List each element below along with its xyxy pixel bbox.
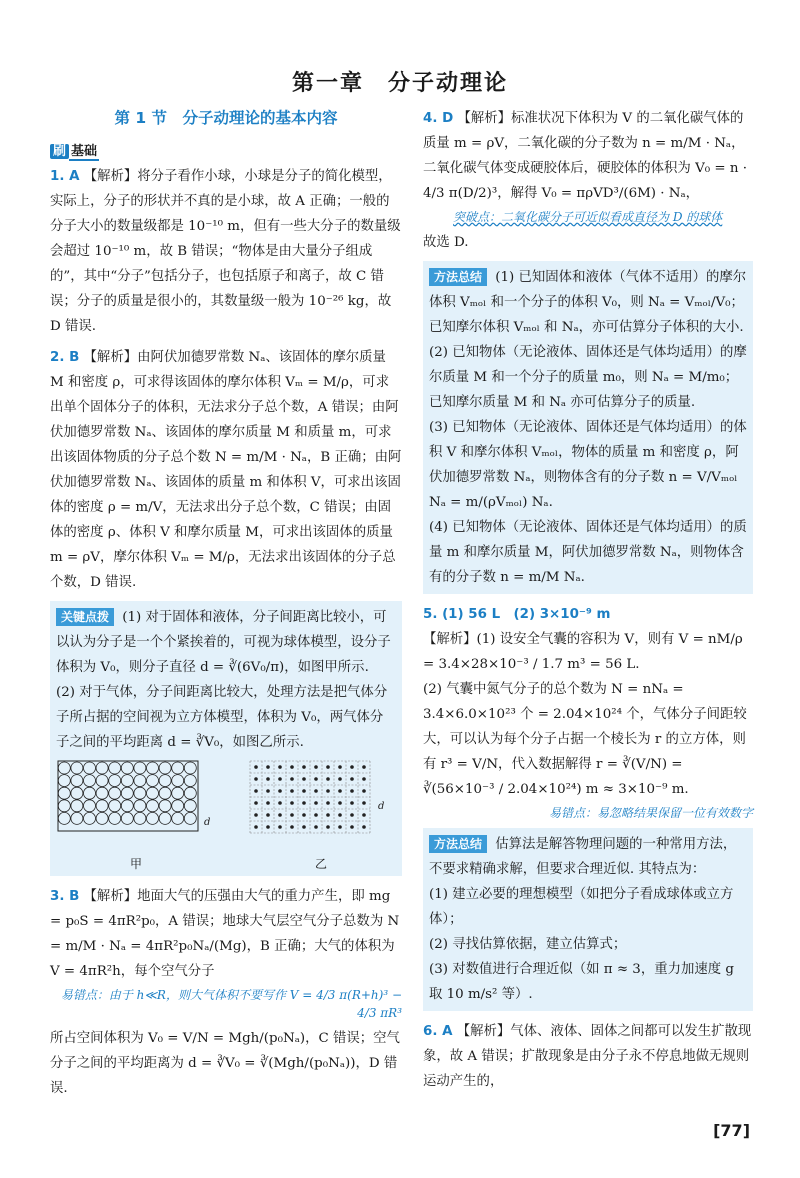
answer-3-number: 3. B — [50, 889, 80, 904]
molecule-sphere — [71, 787, 83, 799]
molecule-sphere — [58, 787, 70, 799]
gas-molecule — [254, 765, 258, 769]
gas-molecule — [254, 789, 258, 793]
gas-molecule — [338, 825, 342, 829]
answer-1-text: 【解析】将分子看作小球，小球是分子的简化模型，实际上，分子的形状并不真的是小球，故 A 正确；一般的分子大小的数量级都是 10⁻¹⁰ m，但有一些大分子的数量级会超过 10⁻¹⁰ m，故 B 错误；“物体是由大量分子组成的”，其中“分子”包括分子，也包括原子和离子，故 C 错误；分子的质量是很小的，其数量级一般为 10⁻²⁶ kg，故 D 错误. — [50, 169, 401, 334]
molecule-sphere — [84, 762, 96, 774]
gas-molecule — [326, 789, 330, 793]
method-summary-2-p3: (3) 对数值进行合理近似（如 π ≈ 3，重力加速度 g 取 10 m/s² 等）. — [429, 962, 735, 1002]
molecule-sphere — [172, 775, 184, 787]
sphere-model-diagram — [56, 759, 216, 847]
gas-molecule — [278, 765, 282, 769]
gas-molecule — [278, 801, 282, 805]
molecule-sphere — [184, 762, 196, 774]
gas-molecule — [338, 813, 342, 817]
molecule-sphere — [96, 800, 108, 812]
cube-model-diagram — [246, 759, 396, 847]
answer-4-text-2: 故选 D. — [423, 235, 469, 250]
method-summary-1-p4: (4) 已知物体（无论液体、固体还是气体均适用）的质量 m 和摩尔质量 M，阿伏加德罗常数 Nₐ，则物体含有的分子数 n = m/M Nₐ. — [429, 520, 747, 585]
gas-molecule — [362, 825, 366, 829]
gas-molecule — [314, 777, 318, 781]
gas-molecule — [290, 777, 294, 781]
molecule-sphere — [134, 787, 146, 799]
molecule-sphere — [134, 762, 146, 774]
molecule-sphere — [134, 775, 146, 787]
molecule-sphere — [172, 787, 184, 799]
gas-molecule — [302, 813, 306, 817]
molecule-sphere — [96, 775, 108, 787]
gas-molecule — [266, 801, 270, 805]
method-summary-1-p1: (1) 已知固体和液体（气体不适用）的摩尔体积 Vₘₒₗ 和一个分子的体积 V₀，则 Nₐ = Vₘₒₗ/V₀；已知摩尔体积 Vₘₒₗ 和 Nₐ，亦可估算分子体积的大小. — [429, 270, 747, 335]
right-column — [423, 106, 753, 1100]
page-number: [77] — [713, 1121, 750, 1140]
gas-molecule — [314, 813, 318, 817]
gas-molecule — [350, 813, 354, 817]
gas-molecule — [314, 789, 318, 793]
gas-molecule — [362, 789, 366, 793]
gas-molecule — [278, 825, 282, 829]
answer-1-number: 1. A — [50, 169, 80, 184]
molecule-sphere — [147, 762, 159, 774]
answer-4-text-1: 【解析】标准状况下体积为 V 的二氧化碳气体的质量 m = ρV，二氧化碳的分子数为 n = m/M · Nₐ，二氧化碳气体变成硬胶体后，硬胶体的体积为 V₀ = n · 4/3 π(D/2)³，解得 V₀ = πρVD³/(6M) · Nₐ， — [423, 111, 747, 201]
molecule-sphere — [109, 812, 121, 824]
molecule-sphere — [159, 800, 171, 812]
gas-molecule — [350, 825, 354, 829]
gas-molecule — [338, 801, 342, 805]
method-summary-1-p3: (3) 已知物体（无论液体、固体还是气体均适用）的体积 V 和摩尔体积 Vₘₒₗ，物体的质量 m 和密度 ρ，阿伏加德罗常数 Nₐ，则物体含有的分子数 n = V/Vₘₒₗ Nₐ = m/(ρVₘₒₗ) Nₐ. — [429, 420, 747, 510]
gas-molecule — [350, 801, 354, 805]
gas-molecule — [290, 813, 294, 817]
gas-molecule — [290, 765, 294, 769]
gas-molecule — [266, 765, 270, 769]
gas-molecule — [266, 813, 270, 817]
gas-molecule — [302, 801, 306, 805]
gas-molecule — [338, 789, 342, 793]
method-summary-box-1 — [423, 261, 753, 594]
molecule-sphere — [184, 775, 196, 787]
molecule-sphere — [58, 775, 70, 787]
gas-molecule — [338, 765, 342, 769]
answer-6-text: 【解析】气体、液体、固体之间都可以发生扩散现象，故 A 错误；扩散现象是由分子永不停息地做无规则运动产生的， — [423, 1024, 752, 1089]
answer-3 — [50, 884, 402, 1101]
tag-jichu: 基础 — [71, 144, 98, 159]
answer-3-text-2: 所占空间体积为 V₀ = V/N = Mgh/(p₀Nₐ)，C 错误；空气分子之间的平均距离为 d = ∛V₀ = ∛(Mgh/(p₀Nₐ))，D 错误. — [50, 1031, 400, 1096]
gas-molecule — [290, 789, 294, 793]
gas-molecule — [278, 789, 282, 793]
method-summary-2-p1: (1) 建立必要的理想模型（如把分子看成球体或立方体）； — [429, 887, 734, 927]
molecule-sphere — [71, 800, 83, 812]
section-title: 第 1 节 分子动理论的基本内容 — [114, 109, 338, 127]
molecule-sphere — [109, 762, 121, 774]
diameter-label: d — [204, 817, 211, 828]
molecule-sphere — [147, 812, 159, 824]
molecule-sphere — [58, 762, 70, 774]
molecule-sphere — [121, 800, 133, 812]
method-summary-box-2 — [423, 828, 753, 1011]
molecule-sphere — [159, 762, 171, 774]
gas-molecule — [314, 801, 318, 805]
molecule-sphere — [71, 762, 83, 774]
molecule-sphere — [84, 800, 96, 812]
gas-molecule — [278, 777, 282, 781]
gas-molecule — [314, 765, 318, 769]
molecule-sphere — [184, 800, 196, 812]
tag-shua: 刷 — [50, 144, 69, 159]
spacing-label: d — [378, 801, 385, 812]
molecule-sphere — [71, 775, 83, 787]
molecule-sphere — [109, 775, 121, 787]
molecule-sphere — [96, 762, 108, 774]
molecule-sphere — [109, 787, 121, 799]
molecule-sphere — [84, 775, 96, 787]
answer-3-text-1: 【解析】地面大气的压强由大气的重力产生，即 mg = p₀S = 4πR²p₀，A 错误；地球大气层空气分子总数为 N = m/M · Nₐ = 4πR²p₀Nₐ/(Mg)，B 正确；大气的体积为 V = 4πR²h，每个空气分子 — [50, 889, 400, 979]
gas-molecule — [290, 825, 294, 829]
molecule-sphere — [147, 787, 159, 799]
figure-yi-caption: 乙 — [314, 857, 327, 871]
left-column — [50, 106, 402, 1107]
molecule-sphere — [96, 787, 108, 799]
answer-4-number: 4. D — [423, 111, 454, 126]
gas-molecule — [266, 777, 270, 781]
answer-2-number: 2. B — [50, 350, 80, 365]
gas-molecule — [302, 777, 306, 781]
answer-1 — [50, 164, 402, 339]
answer-4-breakthrough-note: 突破点：二氧化碳分子可近似看成直径为 D 的球体 — [453, 210, 723, 224]
answer-5-number: 5. (1) 56 L (2) 3×10⁻⁹ m — [423, 607, 611, 622]
gas-molecule — [302, 789, 306, 793]
gas-molecule — [362, 765, 366, 769]
answer-2 — [50, 345, 402, 595]
gas-molecule — [290, 801, 294, 805]
gas-molecule — [362, 801, 366, 805]
molecule-sphere — [159, 775, 171, 787]
gas-molecule — [362, 813, 366, 817]
key-point-p2: (2) 对于气体，分子间距离比较大，处理方法是把气体分子所占据的空间视为立方体模型，体积为 V₀，两气体分子之间的平均距离 d = ∛V₀，如图乙所示. — [56, 685, 388, 750]
method-summary-2-p2: (2) 寻找估算依据，建立估算式； — [429, 937, 627, 952]
gas-molecule — [326, 801, 330, 805]
figure-jia — [56, 759, 216, 872]
gas-molecule — [326, 813, 330, 817]
answer-3-mistake-note: 易错点：由于 h≪R，则大气体积不要写作 V = 4/3 π(R+h)³ − 4/3 πR³ — [60, 988, 402, 1020]
gas-molecule — [350, 777, 354, 781]
answer-6 — [423, 1019, 753, 1094]
gas-molecule — [326, 765, 330, 769]
figure-yi — [246, 759, 396, 872]
gas-molecule — [362, 777, 366, 781]
answer-6-number: 6. A — [423, 1024, 453, 1039]
molecule-sphere — [121, 787, 133, 799]
answer-5 — [423, 602, 753, 822]
answer-5-text-1: 【解析】(1) 设安全气囊的容积为 V，则有 V = nM/ρ = 3.4×28×10⁻³ / 1.7 m³ = 56 L. — [423, 632, 743, 672]
method-summary-badge-2: 方法总结 — [429, 835, 487, 853]
key-point-p1: (1) 对于固体和液体，分子间距离比较小，可以认为分子是一个个紧挨着的，可视为球体模型，设分子体积为 V₀，则分子直径 d = ∛(6V₀/π)，如图甲所示. — [56, 610, 391, 675]
molecule-sphere — [134, 812, 146, 824]
molecule-sphere — [159, 787, 171, 799]
method-summary-2-p0: 估算法是解答物理问题的一种常用方法，不要求精确求解，但要求合理近似. 其特点为： — [429, 837, 737, 877]
molecule-sphere — [109, 800, 121, 812]
method-summary-badge-1: 方法总结 — [429, 268, 487, 286]
molecule-sphere — [134, 800, 146, 812]
molecule-sphere — [121, 812, 133, 824]
model-figures — [56, 759, 396, 872]
container-outline — [58, 761, 198, 831]
answer-4 — [423, 106, 753, 255]
molecule-sphere — [58, 812, 70, 824]
molecule-sphere — [96, 812, 108, 824]
molecule-sphere — [147, 775, 159, 787]
level-tag — [50, 139, 99, 164]
molecule-sphere — [172, 800, 184, 812]
molecule-sphere — [121, 762, 133, 774]
gas-molecule — [266, 825, 270, 829]
gas-molecule — [326, 777, 330, 781]
key-point-box — [50, 601, 402, 876]
gas-molecule — [314, 825, 318, 829]
molecule-sphere — [184, 812, 196, 824]
molecule-sphere — [184, 787, 196, 799]
answer-5-mistake-note: 易错点：易忽略结果保留一位有效数字 — [548, 806, 753, 820]
molecule-sphere — [84, 787, 96, 799]
molecule-sphere — [121, 775, 133, 787]
gas-molecule — [266, 789, 270, 793]
gas-molecule — [302, 765, 306, 769]
molecule-sphere — [147, 800, 159, 812]
molecule-sphere — [84, 812, 96, 824]
gas-molecule — [350, 789, 354, 793]
molecule-sphere — [159, 812, 171, 824]
gas-molecule — [326, 825, 330, 829]
molecule-sphere — [71, 812, 83, 824]
gas-molecule — [302, 825, 306, 829]
molecule-sphere — [58, 800, 70, 812]
gas-molecule — [254, 825, 258, 829]
gas-molecule — [254, 801, 258, 805]
molecule-sphere — [172, 812, 184, 824]
chapter-title: 第一章 分子动理论 — [291, 71, 508, 96]
key-point-badge: 关键点拨 — [56, 608, 114, 626]
gas-molecule — [338, 777, 342, 781]
gas-molecule — [278, 813, 282, 817]
figure-jia-caption: 甲 — [129, 857, 142, 871]
gas-molecule — [254, 813, 258, 817]
answer-5-text-2: (2) 气囊中氮气分子的总个数为 N = nNₐ = 3.4×6.0×10²³ 个 = 2.04×10²⁴ 个，气体分子间距较大，可以认为每个分子占据一个棱长为 r 的立方体，则有 r³ = V/N，代入数据解得 r = ∛(V/N) = ∛(56×10⁻³ / 2.04×10²⁴) m ≈ 3×10⁻⁹ m. — [423, 682, 747, 797]
molecule-sphere — [172, 762, 184, 774]
gas-molecule — [254, 777, 258, 781]
answer-2-text: 【解析】由阿伏加德罗常数 Nₐ、该固体的摩尔质量 M 和密度 ρ，可求得该固体的摩尔体积 Vₘ = M/ρ，可求出单个固体分子的体积，无法求分子总个数，A 错误；由阿伏加德罗常数 Nₐ、该固体的摩尔质量 M 和质量 m，可求出该固体物质的分子总个数 N = m/M · Nₐ，B 正确；由阿伏加德罗常数 Nₐ、该固体的质量 m 和体积 V，可求出该固体的密度 ρ = m/V，无法求出分子总个数，C 错误；由固体的密度 ρ、体积 V 和摩尔质量 M，可求出该固体的质量 m = ρV，摩尔体积 Vₘ = M/ρ，无法求出该固体的分子总个数，D 错误. — [50, 350, 402, 590]
method-summary-1-p2: (2) 已知物体（无论液体、固体还是气体均适用）的摩尔质量 M 和一个分子的质量 m₀，则 Nₐ = M/m₀；已知摩尔质量 M 和 Nₐ 亦可估算分子的质量. — [429, 345, 747, 410]
gas-molecule — [350, 765, 354, 769]
